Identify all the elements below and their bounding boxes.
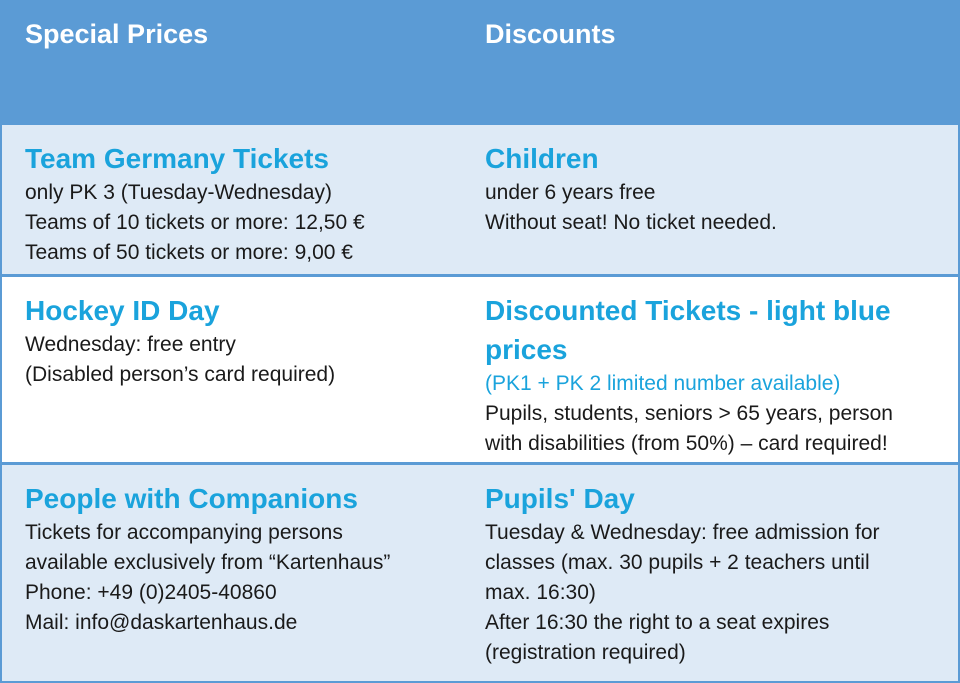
cell-text-line: under 6 years free [485,181,656,204]
cell-text-line: only PK 3 (Tuesday-Wednesday) [25,181,332,204]
cell-people-with-companions [2,465,462,681]
cell-title-line: prices [485,334,568,365]
cell-text-line: After 16:30 the right to a seat expires [485,611,830,634]
table-row [2,465,958,681]
cell-pupils-day [462,465,958,681]
header-label-special-prices: Special Prices [25,19,209,49]
table-row [2,125,958,277]
header-cell-special-prices [2,2,462,122]
cell-title: Children [485,143,599,174]
cell-text-line: (registration required) [485,641,686,664]
cell-text-line: Tickets for accompanying persons [25,521,343,544]
cell-title: People with Companions [25,483,358,514]
email-address: Mail: info@daskartenhaus.de [25,611,298,634]
table-row [2,277,958,465]
cell-text-line: Wednesday: free entry [25,333,236,356]
header-label-discounts: Discounts [485,19,616,49]
cell-hockey-id-day [2,277,462,462]
cell-text-line: Pupils, students, seniors > 65 years, person [485,402,893,425]
phone-number: Phone: +49 (0)2405-40860 [25,581,277,604]
cell-title: Hockey ID Day [25,295,220,326]
cell-children [462,125,958,274]
cell-text-line: available exclusively from “Kartenhaus” [25,551,391,574]
cell-text-line: Teams of 10 tickets or more: 12,50 € [25,211,365,234]
cell-note: (PK1 + PK 2 limited number available) [485,372,841,395]
cell-team-germany-tickets [2,125,462,274]
cell-title: Pupils' Day [485,483,635,514]
cell-text-line: with disabilities (from 50%) – card required! [485,432,888,455]
cell-text-line: Tuesday & Wednesday: free admission for [485,521,880,544]
cell-text-line: (Disabled person’s card required) [25,363,336,386]
cell-text-line: max. 16:30) [485,581,596,604]
cell-text-line: classes (max. 30 pupils + 2 teachers until [485,551,870,574]
cell-text-line: Without seat! No ticket needed. [485,211,777,234]
header-cell-discounts [462,2,958,122]
table-header-row [2,2,958,125]
cell-discounted-tickets [462,277,958,462]
cell-text-line: Teams of 50 tickets or more: 9,00 € [25,241,353,264]
cell-title: Team Germany Tickets [25,143,330,174]
cell-title-line: Discounted Tickets - light blue [485,295,891,326]
